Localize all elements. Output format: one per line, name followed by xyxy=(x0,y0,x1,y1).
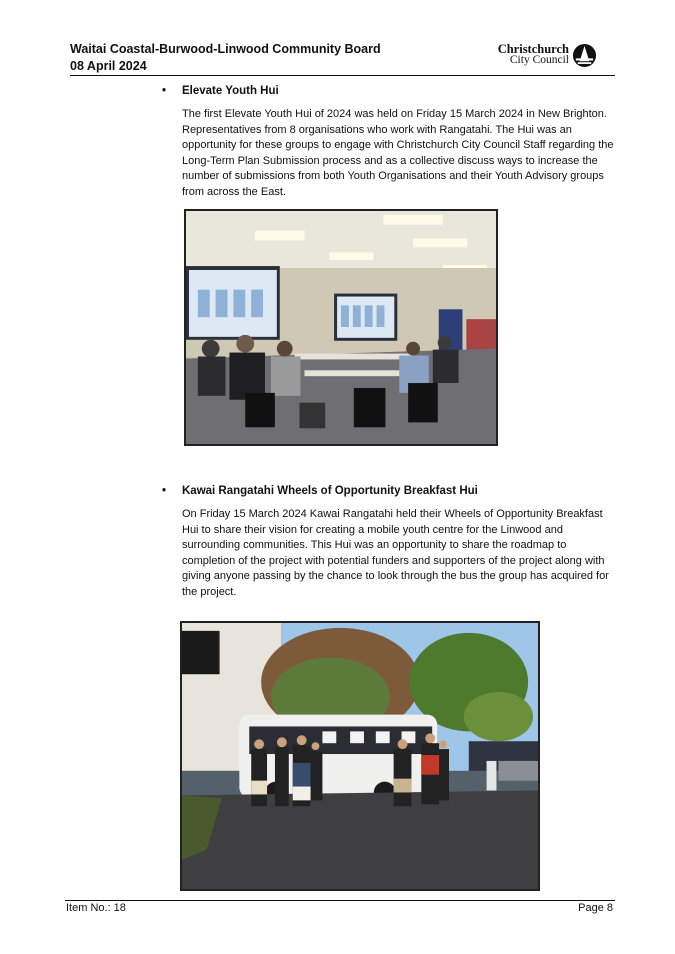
meeting-date: 08 April 2024 xyxy=(70,59,147,73)
section-title xyxy=(162,84,617,99)
photo-youth-hui-meeting xyxy=(184,209,498,446)
bullet: • xyxy=(162,485,167,497)
logo-line2: City Council xyxy=(509,54,569,66)
section-title-text: Elevate Youth Hui xyxy=(182,85,279,97)
photo-breakfast-hui-bus xyxy=(180,621,540,891)
section-title-text: Kawai Rangatahi Wheels of Opportunity Breakfast Hui xyxy=(182,485,478,497)
item-number: Item No.: 18 xyxy=(66,902,126,914)
section-wheels-of-opportunity xyxy=(162,484,617,601)
section-title xyxy=(162,484,617,499)
bullet: • xyxy=(162,85,167,97)
cathedral-logo-icon xyxy=(572,43,597,68)
section-body: The first Elevate Youth Hui of 2024 was held on Friday 15 March 2024 in New Brighton. Representatives from 8 organisations who work with Rangatahi. The Hui was an opportunity for these groups to engage with Christchurch City Council Staff regarding the Long-Term Plan Submission process and as a collective discuss ways to increase the number of submissions from both Youth Organisations and their Youth Advisory groups from across the East. xyxy=(182,108,614,198)
logo-line1: Christchurch xyxy=(497,42,569,56)
page-number: Page 8 xyxy=(578,902,613,914)
section-elevate-youth-hui xyxy=(162,84,617,201)
section-body: On Friday 15 March 2024 Kawai Rangatahi held their Wheels of Opportunity Breakfast Hui to share their vision for creating a mobile youth centre for the Linwood and surrounding communities. This Hui was an opportunity to share the roadmap to completion of the project with potential funders and supporters of the project along with giving anyone passing by the chance to look through the bus the group has acquired for the project. xyxy=(182,508,609,598)
page-header xyxy=(70,41,605,75)
header-divider xyxy=(70,75,615,76)
board-name: Waitai Coastal-Burwood-Linwood Community Board xyxy=(70,42,381,56)
council-logo xyxy=(498,42,597,68)
footer-divider xyxy=(65,900,615,901)
